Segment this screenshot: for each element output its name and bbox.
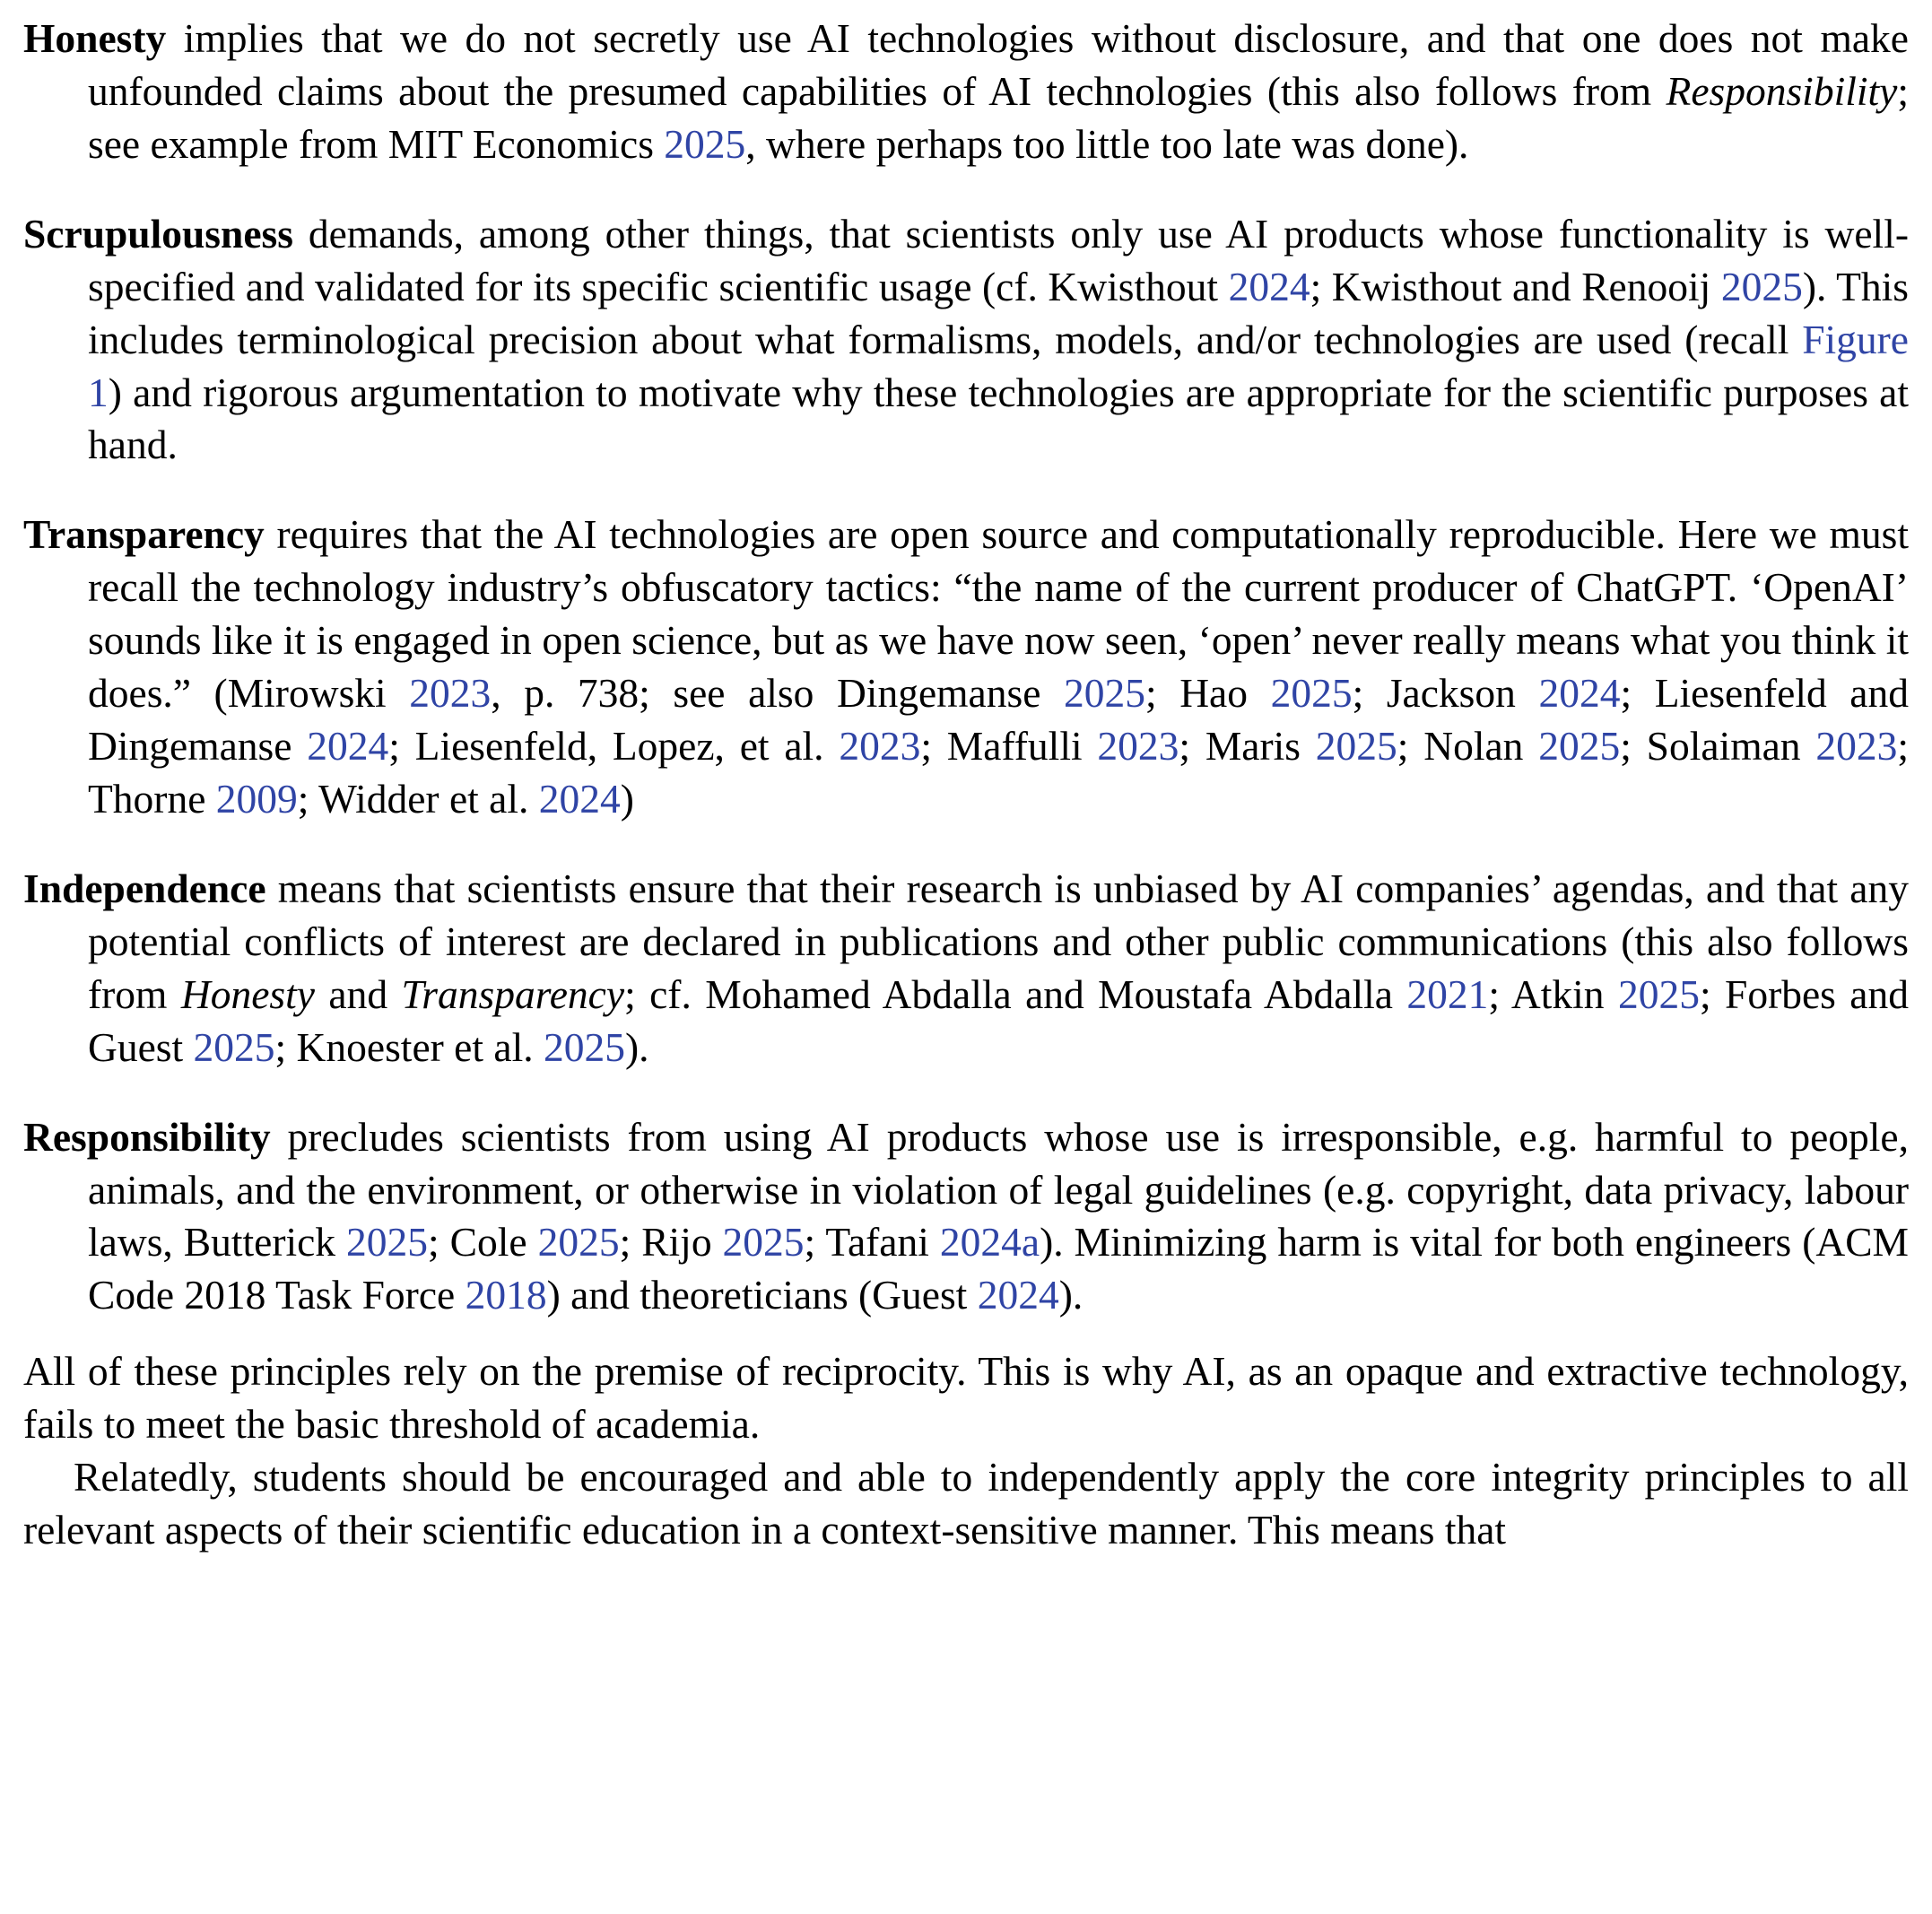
principle-paragraph	[23, 208, 1909, 473]
principle-term: Responsibility	[23, 1113, 271, 1160]
closing-paragraph	[23, 1345, 1909, 1451]
citation-link[interactable]: 2025	[1538, 723, 1621, 770]
body-text: ; Solaiman	[1620, 723, 1816, 770]
body-text: ; Thorne	[88, 723, 1909, 822]
body-text: )	[620, 775, 634, 822]
citation-link[interactable]: 2024	[307, 723, 389, 770]
principle-term: Scrupulousness	[23, 210, 293, 257]
citation-link[interactable]: 2025	[664, 120, 746, 167]
citation-link[interactable]: 2018	[465, 1272, 547, 1318]
citation-link[interactable]: 2025	[1315, 723, 1397, 770]
citation-link[interactable]: 2023	[1815, 723, 1898, 770]
body-text: ) and theoreticians (Guest	[546, 1272, 978, 1318]
citation-link[interactable]: 2024	[977, 1272, 1059, 1318]
body-text: ; Liesenfeld and Dingemanse	[88, 670, 1909, 770]
citation-link[interactable]: 2025	[543, 1023, 625, 1070]
body-text: All of these principles rely on the premise of reciprocity. This is why AI, as an opaque and extractive technology, fails to meet the basic threshold of academia.	[23, 1348, 1909, 1448]
body-text: ).	[624, 1023, 649, 1070]
citation-link[interactable]: 2023	[409, 670, 492, 717]
body-text: Relatedly, students should be encouraged and able to independently apply the core integrity principles to all relevant aspects of their scientific education in a context-sensitive manner. This means that	[23, 1454, 1909, 1553]
principle-paragraph	[23, 1111, 1909, 1323]
principle-paragraph	[23, 509, 1909, 826]
body-text: implies that we do not secretly use AI technologies without disclosure, and that one does not make unfounded claims about the presumed capabilities of AI technologies (this also follows from	[88, 15, 1909, 114]
emphasis-term: Transparency	[401, 970, 625, 1017]
body-text: , where perhaps too little too late was done).	[745, 120, 1469, 167]
body-text: ). Minimizing harm is vital for both engineers (ACM Code 2018 Task Force	[88, 1219, 1910, 1318]
principle-paragraph	[23, 863, 1909, 1074]
principle-term: Honesty	[23, 15, 167, 61]
body-text: ; Maris	[1179, 723, 1316, 770]
citation-link[interactable]: 2025	[1617, 970, 1700, 1017]
body-text: ; Atkin	[1488, 970, 1618, 1017]
body-text: ; Kwisthout and Renooij	[1310, 263, 1721, 309]
citation-link[interactable]: 2025	[1270, 670, 1353, 717]
principle-term: Independence	[23, 865, 266, 911]
body-text: precludes scientists from using AI products whose use is irresponsible, e.g. harmful to people, animals, and the environment, or otherwise in violation of legal guidelines (e.g. copyright, data privacy, labour laws, Butterick	[88, 1113, 1909, 1266]
body-text: and	[314, 970, 402, 1017]
citation-link[interactable]: 2025	[722, 1219, 805, 1266]
closing-paragraph	[23, 1451, 1909, 1557]
principle-term: Transparency	[23, 511, 265, 558]
citation-link[interactable]: 2025	[537, 1219, 620, 1266]
citation-link[interactable]: 2023	[1097, 723, 1179, 770]
body-text: ; Forbes and Guest	[88, 970, 1909, 1070]
citation-link[interactable]: 2021	[1406, 970, 1489, 1017]
body-text: means that scientists ensure that their research is unbiased by AI companies’ agendas, and that any potential conflicts of interest are declared in publications and other public communications (this also follows from	[88, 865, 1909, 1017]
body-text: requires that the AI technologies are open source and computationally reproducible. Here we must recall the technology industry’s obfuscatory tactics: “the name of the current producer of ChatGPT. ‘OpenAI’ sounds like it is engaged in open science, but as we have now seen, ‘open’ never really means what you think it does.” (Mirowski	[88, 511, 1909, 717]
body-text: ; Knoester et al.	[274, 1023, 544, 1070]
principles-list	[23, 13, 1909, 1322]
body-text: ).	[1058, 1272, 1083, 1318]
emphasis-term: Honesty	[180, 970, 315, 1017]
section-gap	[23, 1322, 1909, 1345]
body-text: , p. 738; see also Dingemanse	[491, 670, 1064, 717]
principle-paragraph	[23, 13, 1909, 171]
body-text: ; see example from MIT Economics	[88, 67, 1909, 167]
body-text: ; Maffulli	[920, 723, 1098, 770]
body-text: ) and rigorous argumentation to motivate why these technologies are appropriate for the scientific purposes at hand.	[88, 369, 1909, 468]
figure-reference-link[interactable]: Figure 1	[88, 316, 1909, 415]
body-text: demands, among other things, that scientists only use AI products whose functionality is well-specified and validated for its specific scientific usage (cf. Kwisthout	[88, 210, 1909, 309]
citation-link[interactable]: 2024	[538, 775, 621, 822]
body-text: ; Tafani	[804, 1219, 940, 1266]
citation-link[interactable]: 2024a	[939, 1219, 1040, 1266]
citation-link[interactable]: 2025	[1063, 670, 1145, 717]
body-text: ; Rijo	[619, 1219, 723, 1266]
citation-link[interactable]: 2023	[839, 723, 921, 770]
body-text: ; Jackson	[1352, 670, 1539, 717]
emphasis-term: Responsibility	[1666, 67, 1898, 114]
closing-paragraphs	[23, 1345, 1909, 1557]
citation-link[interactable]: 2024	[1538, 670, 1621, 717]
body-text: ; Widder et al.	[297, 775, 539, 822]
citation-link[interactable]: 2009	[215, 775, 298, 822]
body-text: ; cf. Mohamed Abdalla and Moustafa Abdalla	[624, 970, 1407, 1017]
body-text: ; Cole	[428, 1219, 538, 1266]
citation-link[interactable]: 2024	[1228, 263, 1310, 309]
body-text: ; Nolan	[1397, 723, 1539, 770]
body-text: ). This includes terminological precision about what formalisms, models, and/or technologies are used (recall	[88, 263, 1909, 362]
body-text: ; Hao	[1144, 670, 1271, 717]
citation-link[interactable]: 2025	[193, 1023, 275, 1070]
citation-link[interactable]: 2025	[346, 1219, 429, 1266]
citation-link[interactable]: 2025	[1720, 263, 1803, 309]
body-text: ; Liesenfeld, Lopez, et al.	[388, 723, 840, 770]
